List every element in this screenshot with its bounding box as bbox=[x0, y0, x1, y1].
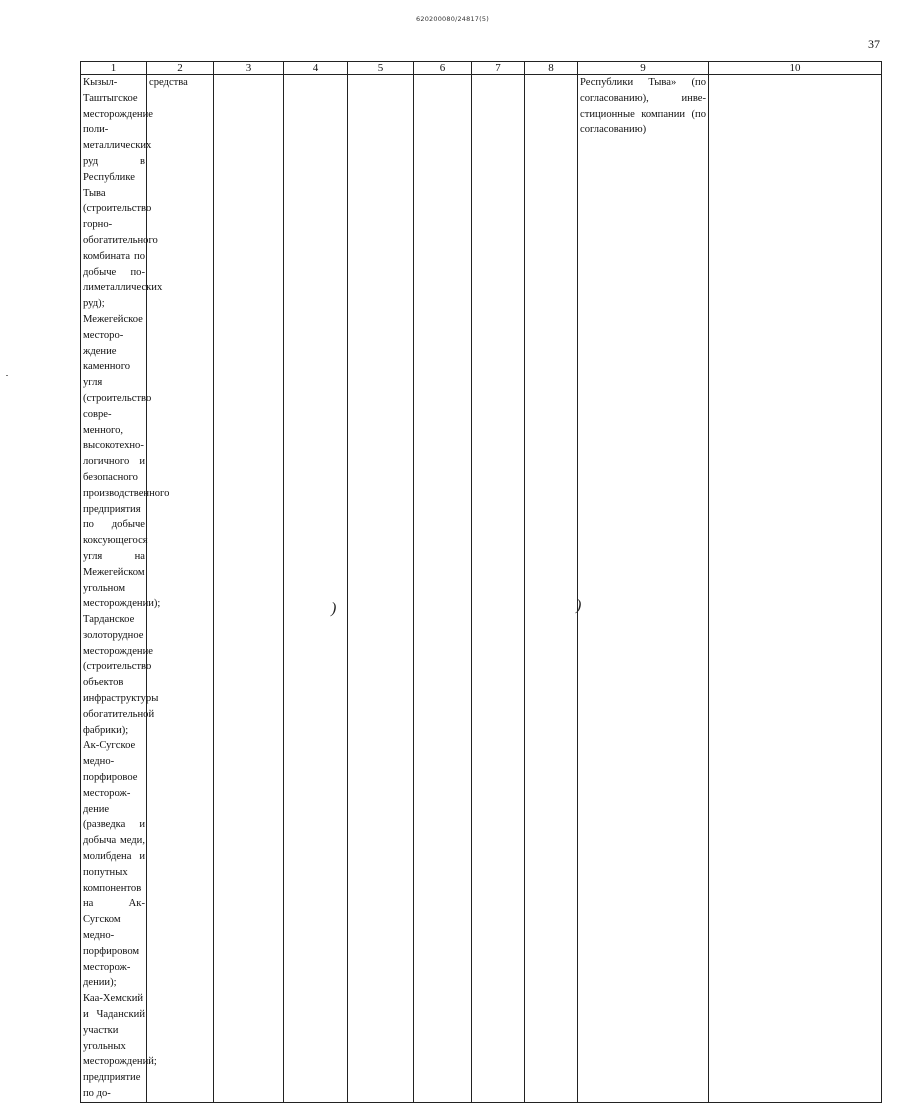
column-header-5: 5 bbox=[348, 62, 414, 75]
header-row bbox=[81, 62, 882, 75]
cell-col10 bbox=[709, 75, 882, 1103]
project-item-kyzyl-tashtyg: Кызыл-Таштыгское месторождение полиметаллических руд в Республике Тыва (строительство горнообогатительного комбината по добыче полиметаллических руд); bbox=[83, 77, 163, 310]
funding-source-text: средства bbox=[149, 77, 188, 88]
project-item-kaa-khem: Каа-Хемский и Чаданский участки угольных месторождений; bbox=[83, 993, 157, 1068]
cell-col7 bbox=[472, 75, 525, 1103]
cell-col6 bbox=[414, 75, 472, 1103]
cell-col9 bbox=[578, 75, 709, 1103]
data-table bbox=[80, 61, 882, 1103]
column-header-3: 3 bbox=[214, 62, 284, 75]
column-header-7: 7 bbox=[472, 62, 525, 75]
table-row bbox=[81, 75, 882, 1103]
footer-mark-right: ) bbox=[576, 597, 582, 614]
project-item-enterprise: предприятие по до- bbox=[83, 1072, 141, 1099]
cell-col4 bbox=[284, 75, 348, 1103]
column-header-1: 1 bbox=[81, 62, 147, 75]
project-item-mezhegey: Межегейское месторождение каменного угля (строительство современного, высокотехнологичного и безопасного производственного предприятия по добыче коксующегося угля на Межегейском угольном месторождении); bbox=[83, 313, 170, 610]
margin-dot bbox=[6, 375, 8, 376]
project-item-tardan: Тарданское золоторудное месторождение (строительство объектов инфраструктуры обогатительной фабрики); bbox=[83, 614, 159, 736]
column-header-8: 8 bbox=[525, 62, 578, 75]
project-item-ak-sug: Ак-Сугское меднопорфировое месторождение (разведка и добыча меди, молибдена и попутных компонентов на Ак-Сугском меднопорфировом месторождении); bbox=[83, 740, 145, 989]
cell-col5 bbox=[348, 75, 414, 1103]
column-header-9: 9 bbox=[578, 62, 709, 75]
column-header-2: 2 bbox=[147, 62, 214, 75]
cell-col8 bbox=[525, 75, 578, 1103]
column-header-10: 10 bbox=[709, 62, 882, 75]
column-header-6: 6 bbox=[414, 62, 472, 75]
footer-mark-left: ) bbox=[331, 600, 337, 617]
document-id-stamp: 620200080/24817(5) bbox=[416, 15, 489, 23]
page-number: 37 bbox=[868, 37, 880, 51]
responsible-parties-text: Республики Тыва» (по согласованию), инвестиционные компании (по согласованию) bbox=[580, 77, 706, 136]
cell-col3 bbox=[214, 75, 284, 1103]
column-header-4: 4 bbox=[284, 62, 348, 75]
cell-col2 bbox=[147, 75, 214, 1103]
